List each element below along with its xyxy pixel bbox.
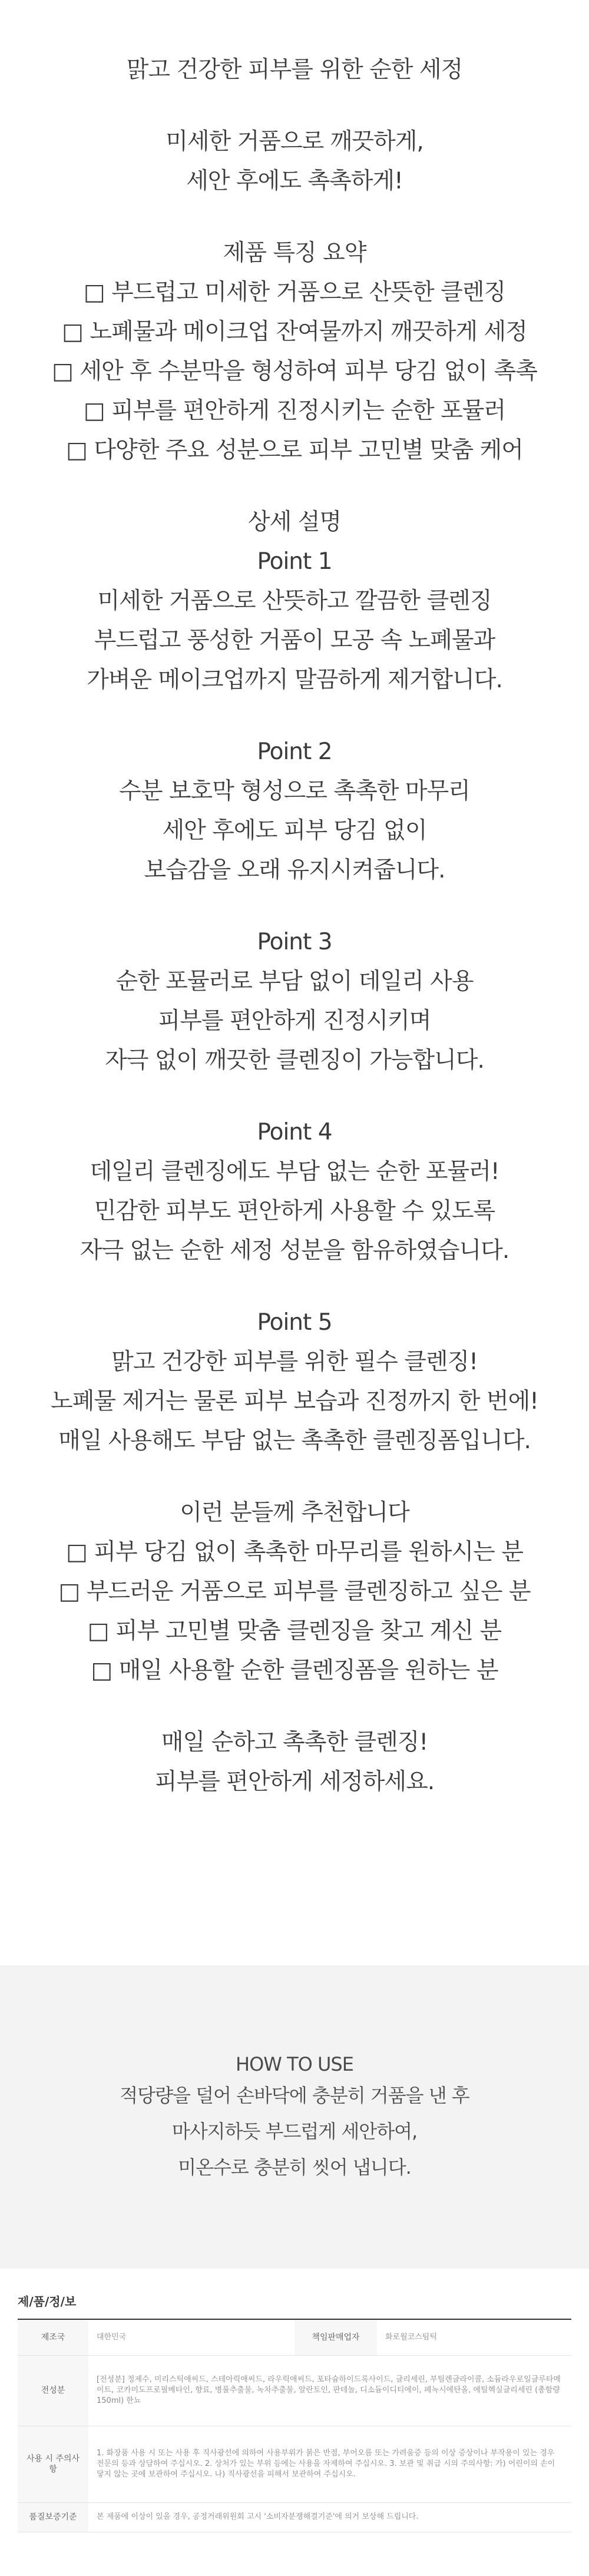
- point-line: 피부를 편안하게 진정시키며: [158, 1008, 431, 1034]
- how-to-use-line: 마사지하듯 부드럽게 세안하여,: [171, 2120, 418, 2143]
- closing-line: 매일 순하고 촉촉한 클렌징!: [161, 1729, 428, 1756]
- point-line: 순한 포뮬러로 부담 없이 데일리 사용: [115, 968, 474, 995]
- point-line: 부드럽고 풍성한 거품이 모공 속 노폐물과: [94, 627, 495, 654]
- point-line: 자극 없는 순한 세정 성분을 함유하였습니다.: [80, 1237, 509, 1264]
- ingredients-value: [전성분] 정제수, 미리스틱애씨드, 스테아릭애씨드, 라우릭애씨드, 포타슘하이드록사이드, 글리세린, 부틸렌글라이콜, 소듐라우로일글루타메이트, 코카미도프로필베타인, 향료, 병풀추출물, 녹차추출물, 알란토인, 판테놀, 디소듐이디티에이, 페녹시에탄올, 에틸헥실글리세린 (총함량 150ml) 한뇨: [88, 2355, 571, 2426]
- responsible-label: 책임판매업자: [294, 2320, 377, 2355]
- feature-item: □ 노폐물과 메이크업 잔여물까지 깨끗하게 세정: [62, 319, 527, 345]
- feature-item: □ 세안 후 수분막을 형성하여 피부 당김 없이 촉촉: [52, 358, 537, 385]
- table-row: [18, 2320, 571, 2355]
- hero-title: 맑고 건강한 피부를 위한 순한 세정: [126, 57, 463, 83]
- point-line: 민감한 피부도 편안하게 사용할 수 있도록: [94, 1198, 495, 1224]
- how-to-use-section: [0, 1965, 589, 2269]
- details-title: 상세 설명: [247, 509, 342, 535]
- point-line: 데일리 클렌징에도 부담 없는 순한 포뮬러!: [90, 1158, 499, 1185]
- feature-item: □ 다양한 주요 성분으로 피부 고민별 맞춤 케어: [66, 437, 523, 463]
- point-title: Point 5: [257, 1309, 332, 1336]
- warranty-value: 본 제품에 이상이 있을 경우, 공정거래위원회 고시 '소비자분쟁해결기준'에 의거 보상해 드립니다.: [88, 2502, 571, 2532]
- point-title: Point 3: [257, 929, 332, 955]
- point-line: 세안 후에도 피부 당김 없이: [162, 817, 427, 844]
- feature-item: □ 부드럽고 미세한 거품으로 산뜻한 클렌징: [83, 279, 506, 306]
- point-line: 보습감을 오래 유지시켜줍니다.: [144, 857, 445, 883]
- hero-subtitle-line: 세안 후에도 촉촉하게!: [186, 168, 403, 194]
- point-title: Point 2: [257, 739, 332, 765]
- point-line: 미세한 거품으로 산뜻하고 깔끔한 클렌징: [97, 588, 492, 614]
- table-row: [18, 2502, 571, 2532]
- recommend-item: □ 피부 고민별 맞춤 클렌징을 찾고 계신 분: [87, 1618, 502, 1644]
- feature-item: □ 피부를 편안하게 진정시키는 순한 포뮬러: [83, 398, 506, 424]
- caution-value: 1. 화장품 사용 시 또는 사용 후 직사광선에 의하여 사용부위가 붉은 반점, 부어오름 또는 가려움증 등의 이상 증상이나 부작용이 있는 경우 전문의 등과 상담하여 주십시오. 2. 상처가 있는 부위 등에는 사용을 자제하여 주십시오. 3. 보관 및 취급 시의 주의사항: 가) 어린이의 손이 닿지 않는 곳에 보관하여 주십시오. 나) 직사광선을 피해서 보관하여 주십시오.: [88, 2426, 571, 2502]
- recommend-item: □ 부드러운 거품으로 피부를 클렌징하고 싶은 분: [58, 1578, 531, 1605]
- responsible-value: 화로월코스팀틱: [377, 2320, 571, 2355]
- table-row: [18, 2355, 571, 2426]
- point-line: 수분 보호막 형성으로 촉촉한 마무리: [119, 778, 470, 804]
- point-line: 가벼운 메이크업까지 말끔하게 제거합니다.: [87, 667, 502, 693]
- product-info-table: [18, 2320, 571, 2532]
- product-info-heading: 제/품/정/보: [18, 2292, 571, 2320]
- recommend-item: □ 피부 당김 없이 촉촉한 마무리를 원하시는 분: [66, 1539, 523, 1565]
- how-to-use-line: 적당량을 덜어 손바닥에 충분히 거품을 낸 후: [120, 2084, 469, 2107]
- point-title: Point 4: [257, 1119, 332, 1145]
- closing-line: 피부를 편안하게 세정하세요.: [154, 1769, 435, 1795]
- how-to-use-title: HOW TO USE: [236, 2053, 353, 2075]
- recommend-item: □ 매일 사용할 순한 클렌징폼을 원하는 분: [91, 1657, 498, 1684]
- warranty-label: 품질보증기준: [18, 2502, 88, 2532]
- point-line: 노폐물 제거는 물론 피부 보습과 진정까지 한 번에!: [51, 1388, 538, 1415]
- ingredients-label: 전성분: [18, 2355, 88, 2426]
- point-line: 맑고 건강한 피부를 위한 필수 클렌징!: [111, 1349, 478, 1375]
- point-title: Point 1: [257, 548, 332, 575]
- product-info-section: [0, 2292, 589, 2532]
- how-to-use-line: 미온수로 충분히 씻어 냅니다.: [178, 2156, 411, 2178]
- table-row: [18, 2426, 571, 2502]
- origin-label: 제조국: [18, 2320, 88, 2355]
- point-line: 자극 없이 깨끗한 클렌징이 가능합니다.: [105, 1047, 484, 1074]
- recommend-title: 이런 분들께 추천합니다: [180, 1499, 409, 1526]
- point-line: 매일 사용해도 부담 없는 촉촉한 클렌징폼입니다.: [58, 1428, 531, 1454]
- caution-label: 사용 시 주의사항: [18, 2426, 88, 2502]
- hero-subtitle-line: 미세한 거품으로 깨끗하게,: [166, 128, 423, 155]
- origin-value: 대한민국: [88, 2320, 294, 2355]
- features-title: 제품 특징 요약: [223, 240, 366, 266]
